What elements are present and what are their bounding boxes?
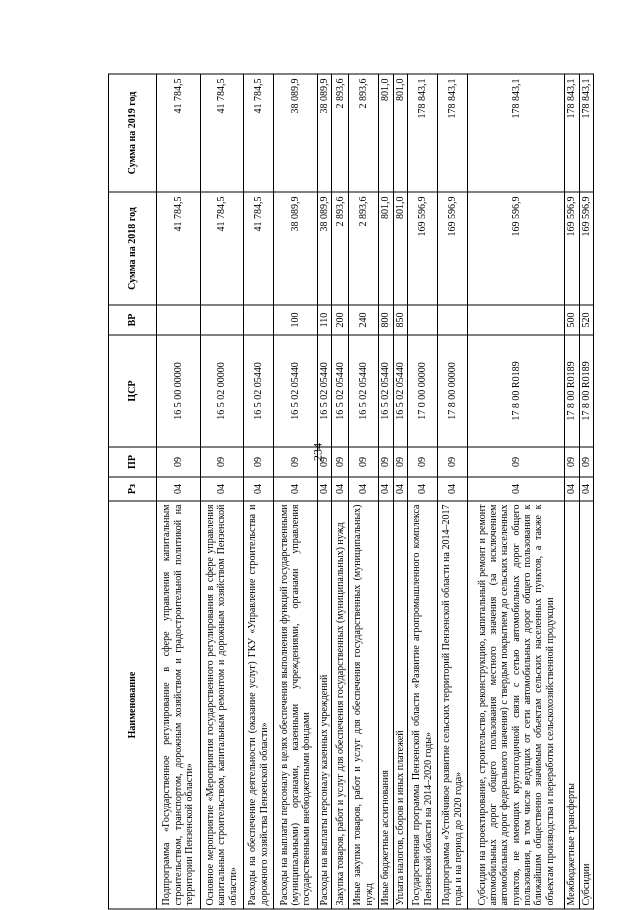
row-vr: 500 — [565, 305, 579, 335]
row-pr: 09 — [332, 447, 349, 477]
row-sum-2018: 2 893,6 — [349, 192, 379, 305]
row-rz: 04 — [438, 477, 468, 501]
page-number: 234 — [310, 443, 325, 461]
header-csr: ЦСР — [109, 335, 157, 447]
row-vr: 240 — [349, 305, 379, 335]
row-rz: 04 — [407, 477, 437, 501]
row-pr: 09 — [349, 447, 379, 477]
row-rz: 04 — [565, 477, 579, 501]
row-name: Расходы на выплаты персоналу казенных учреждений — [317, 501, 331, 909]
header-rz: Рз — [109, 477, 157, 501]
row-sum-2019: 178 843,1 — [407, 74, 437, 192]
row-csr: 17 8 00 R0189 — [468, 335, 565, 447]
row-vr — [200, 305, 244, 335]
row-rz: 04 — [468, 477, 565, 501]
row-sum-2018: 41 784,5 — [244, 192, 274, 305]
row-pr: 09 — [407, 447, 437, 477]
row-rz: 04 — [349, 477, 379, 501]
row-sum-2019: 41 784,5 — [244, 74, 274, 192]
row-pr: 09 — [393, 447, 407, 477]
table-row — [274, 74, 318, 909]
row-sum-2019: 178 843,1 — [579, 74, 593, 192]
row-pr: 09 — [157, 447, 201, 477]
row-csr: 17 0 00 00000 — [407, 335, 437, 447]
row-sum-2018: 169 596,9 — [579, 192, 593, 305]
budget-table — [108, 74, 594, 910]
table-row — [317, 74, 331, 909]
row-rz: 04 — [332, 477, 349, 501]
row-pr: 09 — [244, 447, 274, 477]
row-sum-2018: 169 596,9 — [565, 192, 579, 305]
row-vr: 200 — [332, 305, 349, 335]
row-sum-2018: 801,0 — [379, 192, 393, 305]
row-csr: 16 5 02 05440 — [349, 335, 379, 447]
table-header-row — [109, 74, 157, 909]
row-pr: 09 — [274, 447, 318, 477]
row-csr: 16 5 02 05440 — [393, 335, 407, 447]
row-name: Иные бюджетные ассигнования — [379, 501, 393, 909]
row-rz: 04 — [317, 477, 331, 501]
row-pr: 09 — [565, 447, 579, 477]
row-sum-2019: 41 784,5 — [157, 74, 201, 192]
table-row — [393, 74, 407, 909]
row-rz: 04 — [379, 477, 393, 501]
row-csr: 16 5 02 05440 — [244, 335, 274, 447]
row-vr — [468, 305, 565, 335]
row-vr: 800 — [379, 305, 393, 335]
row-csr: 17 8 00 R0189 — [565, 335, 579, 447]
row-csr: 16 5 02 05440 — [317, 335, 331, 447]
row-sum-2018: 169 596,9 — [468, 192, 565, 305]
row-name: Расходы на обеспечение деятельности (оказание услуг) ГКУ «Управление строительства и дорожного хозяйства Пензенской области» — [244, 501, 274, 909]
row-vr: 850 — [393, 305, 407, 335]
table-row — [579, 74, 593, 909]
row-pr: 09 — [438, 447, 468, 477]
budget-table-container — [108, 75, 594, 910]
row-csr: 16 5 02 05440 — [379, 335, 393, 447]
row-pr: 09 — [579, 447, 593, 477]
header-sum-2019: Сумма на 2019 год — [109, 74, 157, 192]
row-name: Подпрограмма «Государственное регулирование в сфере управления капитальным строительством, транспортом, дорожным хозяйством и градостроительной политикой на территории Пензенской области» — [157, 501, 201, 909]
row-csr: 16 5 02 05440 — [274, 335, 318, 447]
header-vr: ВР — [109, 305, 157, 335]
row-vr: 100 — [274, 305, 318, 335]
table-row — [438, 74, 468, 909]
row-sum-2018: 38 089,9 — [317, 192, 331, 305]
row-pr: 09 — [468, 447, 565, 477]
table-row — [244, 74, 274, 909]
table-row — [379, 74, 393, 909]
row-sum-2018: 169 596,9 — [407, 192, 437, 305]
table-row — [468, 74, 565, 909]
row-pr: 09 — [317, 447, 331, 477]
table-row — [565, 74, 579, 909]
row-sum-2018: 41 784,5 — [200, 192, 244, 305]
row-sum-2019: 178 843,1 — [438, 74, 468, 192]
row-sum-2019: 178 843,1 — [468, 74, 565, 192]
row-csr: 17 8 00 00000 — [438, 335, 468, 447]
row-csr: 16 5 02 00000 — [200, 335, 244, 447]
header-sum-2018: Сумма на 2018 год — [109, 192, 157, 305]
table-row — [157, 74, 201, 909]
header-name: Наименование — [109, 501, 157, 909]
row-name: Закупка товаров, работ и услуг для обеспечения государственных (муниципальных) нужд — [332, 501, 349, 909]
table-row — [200, 74, 244, 909]
row-pr: 09 — [379, 447, 393, 477]
row-sum-2018: 801,0 — [393, 192, 407, 305]
row-name: Подпрограмма «Устойчивое развитие сельских территорий Пензенской области на 2014–2017 годы и на период до 2020 года» — [438, 501, 468, 909]
row-rz: 04 — [157, 477, 201, 501]
row-sum-2018: 2 893,6 — [332, 192, 349, 305]
row-sum-2019: 801,0 — [393, 74, 407, 192]
row-name: Расходы на выплаты персоналу в целях обеспечения выполнения функций государственными (муниципальными) органами, казенными учреждениями, органами управления государственными внебюджетными фондами — [274, 501, 318, 909]
row-sum-2019: 41 784,5 — [200, 74, 244, 192]
row-sum-2018: 41 784,5 — [157, 192, 201, 305]
row-rz: 04 — [393, 477, 407, 501]
row-vr — [407, 305, 437, 335]
row-sum-2019: 2 893,6 — [332, 74, 349, 192]
row-sum-2019: 801,0 — [379, 74, 393, 192]
row-vr — [157, 305, 201, 335]
row-name: Основное мероприятие «Мероприятия государственного регулирования в сфере управления капитальным строительством, капитальным ремонтом и дорожным хозяйством Пензенской области» — [200, 501, 244, 909]
row-csr: 16 5 02 05440 — [332, 335, 349, 447]
header-pr: ПР — [109, 447, 157, 477]
row-vr — [244, 305, 274, 335]
row-csr: 17 8 00 R0189 — [579, 335, 593, 447]
row-name: Межбюджетные трансферты — [565, 501, 579, 909]
row-csr: 16 5 00 00000 — [157, 335, 201, 447]
table-row — [332, 74, 349, 909]
row-sum-2018: 38 089,9 — [274, 192, 318, 305]
row-pr: 09 — [200, 447, 244, 477]
row-rz: 04 — [274, 477, 318, 501]
row-name: Субсидии на проектирование, строительство, реконструкцию, капитальный ремонт и ремонт автомобильных дорог общего пользования местного значения (за исключением автомобильных дорог федерального значения) с твердым покрытием до сельских населенных пунктов, не имеющих круглогодичной связи с сетью автомобильных дорог общего пользования, в том числе ведущих от сети автомобильных дорог общего пользования к ближайшим общественно значимым объектам сельских населенных пунктов, а также к объектам производства и переработки сельскохозяйственной продукции — [468, 501, 565, 909]
row-rz: 04 — [244, 477, 274, 501]
row-name: Уплата налогов, сборов и иных платежей — [393, 501, 407, 909]
row-vr: 520 — [579, 305, 593, 335]
row-rz: 04 — [579, 477, 593, 501]
row-vr: 110 — [317, 305, 331, 335]
row-sum-2018: 169 596,9 — [438, 192, 468, 305]
row-name: Государственная программа Пензенской области «Развитие агропромышленного комплекса Пензенской области на 2014–2020 годы» — [407, 501, 437, 909]
row-name: Иные закупки товаров, работ и услуг для обеспечения государственных (муниципальных) нужд — [349, 501, 379, 909]
table-row — [407, 74, 437, 909]
row-sum-2019: 38 089,9 — [274, 74, 318, 192]
table-row — [349, 74, 379, 909]
row-vr — [438, 305, 468, 335]
row-sum-2019: 38 089,9 — [317, 74, 331, 192]
row-name: Субсидии — [579, 501, 593, 909]
row-rz: 04 — [200, 477, 244, 501]
row-sum-2019: 178 843,1 — [565, 74, 579, 192]
row-sum-2019: 2 893,6 — [349, 74, 379, 192]
